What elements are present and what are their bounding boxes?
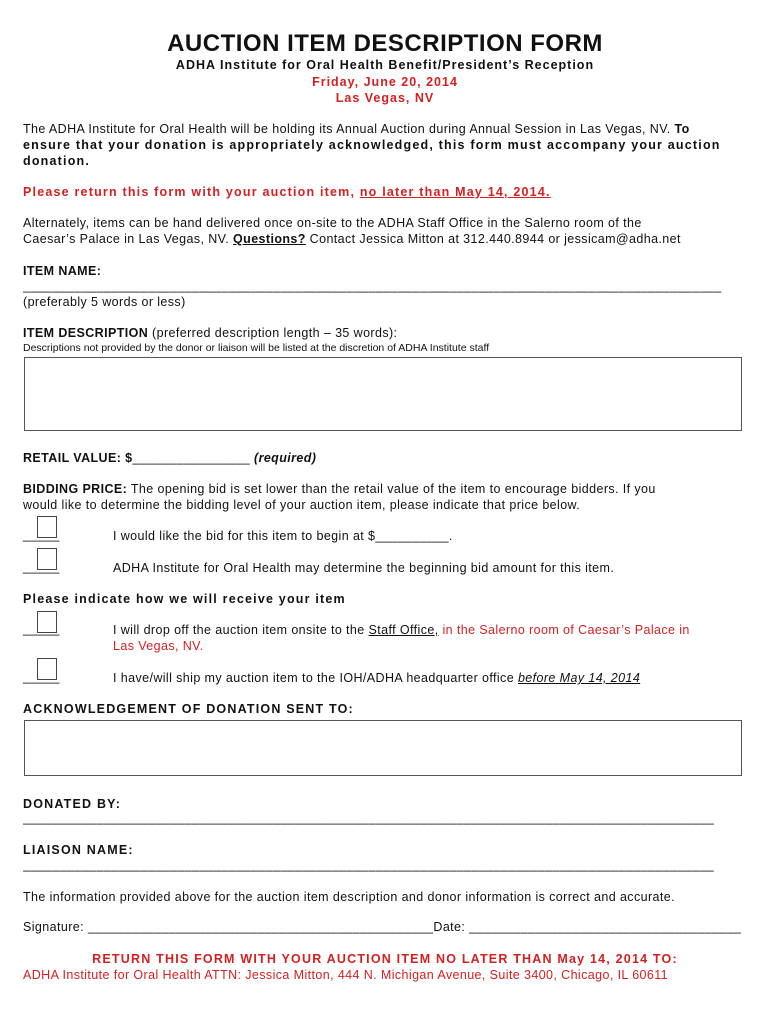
item-description-hint: (preferred description length – 35 words):	[152, 326, 398, 340]
ship-text: I have/will ship my auction item to the IOH/ADHA headquarter office	[113, 671, 515, 685]
signature-label: Signature:	[23, 920, 84, 934]
drop-off-option	[113, 623, 690, 637]
intro-paragraph	[23, 122, 690, 136]
intro-line3: donation.	[23, 154, 91, 168]
donated-by-field[interactable]: ______________________________________________________________________________________________	[23, 811, 715, 825]
bidding-price-label: BIDDING PRICE:	[23, 482, 128, 496]
item-description-label: ITEM DESCRIPTION	[23, 326, 149, 340]
bid-adha-option: ADHA Institute for Oral Health may determine the beginning bid amount for this item.	[113, 561, 615, 575]
return-deadline: no later than May 14, 2014.	[359, 185, 551, 199]
staff-office-link: Staff Office,	[368, 623, 439, 637]
drop-off-location-line2: Las Vegas, NV.	[113, 639, 204, 653]
alternate-line2-text: Caesar’s Palace in Las Vegas, NV.	[23, 232, 230, 246]
bidding-price-line1	[23, 482, 656, 496]
intro-line1: The ADHA Institute for Oral Health will be holding its Annual Auction during Annual Session in Las Vegas, NV.	[23, 122, 671, 136]
event-location: Las Vegas, NV	[335, 91, 435, 105]
return-notice	[23, 185, 551, 199]
required-note: (required)	[254, 451, 317, 465]
acknowledgement-label: ACKNOWLEDGEMENT OF DONATION SENT TO:	[23, 702, 354, 716]
item-name-label: ITEM NAME:	[23, 264, 102, 278]
bid-start-blank: _____	[23, 528, 60, 542]
date-label: Date:	[433, 920, 466, 934]
footer-return-notice: RETURN THIS FORM WITH YOUR AUCTION ITEM NO LATER THAN May 14, 2014 TO:	[92, 952, 678, 966]
questions-label: Questions?	[233, 232, 306, 246]
certification-text: The information provided above for the auction item description and donor information is correct and accurate.	[23, 890, 675, 904]
item-description-box[interactable]	[24, 357, 742, 431]
donated-by-label: DONATED BY:	[23, 797, 122, 811]
return-notice-text: Please return this form with your auction item,	[23, 185, 356, 199]
intro-line1-bold: To	[674, 122, 690, 136]
intro-line2: ensure that your donation is appropriately acknowledged, this form must accompany your auction	[23, 138, 721, 152]
ship-deadline: before May 14, 2014	[517, 671, 641, 685]
alternate-line2	[23, 232, 681, 246]
drop-off-blank: _____	[23, 622, 60, 636]
date-field[interactable]: _____________________________________	[469, 920, 742, 934]
contact-info: Contact Jessica Mitton at 312.440.8944 or jessicam@adha.net	[309, 232, 681, 246]
item-description-note: Descriptions not provided by the donor or liaison will be listed at the discretion of ADHA Institute staff	[23, 342, 490, 354]
alternate-line1: Alternately, items can be hand delivered once on-site to the ADHA Staff Office in the Salerno room of the	[23, 216, 642, 230]
signature-row	[23, 920, 743, 934]
liaison-label: LIAISON NAME:	[23, 843, 134, 857]
bid-start-option: I would like the bid for this item to begin at $__________.	[113, 529, 453, 543]
item-description-heading	[23, 326, 397, 340]
bidding-price-line2: would like to determine the bidding level of your auction item, please indicate that price below.	[23, 498, 581, 512]
bid-adha-blank: _____	[23, 560, 60, 574]
event-date: Friday, June 20, 2014	[312, 75, 458, 89]
drop-off-location: in the Salerno room of Caesar’s Palace in	[442, 623, 690, 637]
acknowledgement-box[interactable]	[24, 720, 742, 776]
item-name-field[interactable]: _______________________________________________________________________________________________	[23, 279, 722, 293]
bidding-price-text: The opening bid is set lower than the retail value of the item to encourage bidders. If you	[130, 482, 656, 496]
receive-heading: Please indicate how we will receive your item	[23, 592, 346, 606]
form-title: AUCTION ITEM DESCRIPTION FORM	[167, 30, 603, 57]
form-subtitle: ADHA Institute for Oral Health Benefit/President’s Reception	[175, 58, 595, 72]
ship-option	[113, 671, 640, 685]
retail-value-label: RETAIL VALUE: $	[23, 451, 133, 465]
retail-value-field[interactable]: ________________	[132, 451, 251, 465]
footer-address: ADHA Institute for Oral Health ATTN: Jessica Mitton, 444 N. Michigan Avenue, Suite 3400, Chicago, IL 60611	[23, 968, 669, 982]
ship-blank: _____	[23, 670, 60, 684]
signature-field[interactable]: _______________________________________________	[87, 920, 434, 934]
item-name-hint: (preferably 5 words or less)	[23, 295, 186, 309]
drop-off-text: I will drop off the auction item onsite to the	[113, 623, 365, 637]
liaison-field[interactable]: ______________________________________________________________________________________________	[23, 858, 715, 872]
retail-value-row	[23, 451, 316, 465]
